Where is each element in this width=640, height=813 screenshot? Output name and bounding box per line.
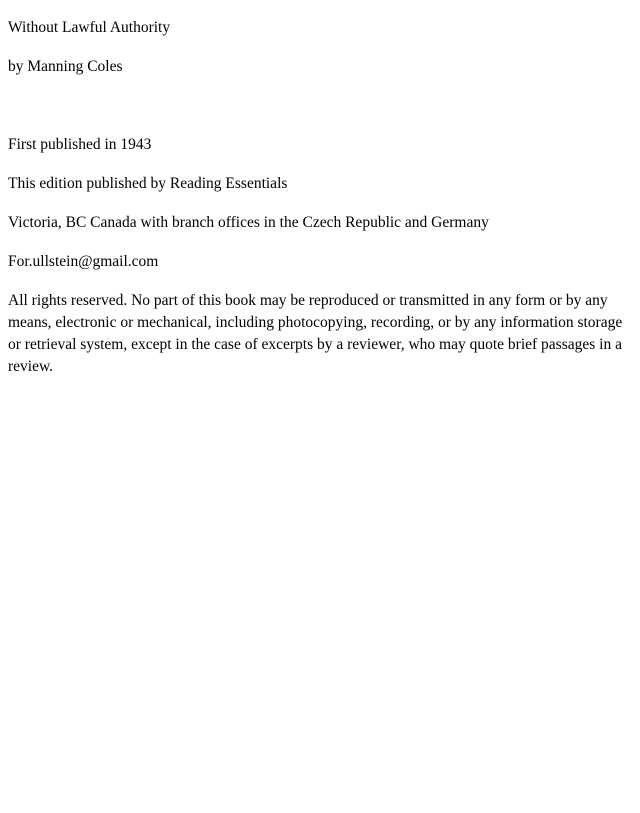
rights-statement: All rights reserved. No part of this book may be reproduced or transmitted in any form or by any means, electronic or mechanical, including photocopying, recording, or by any information storage or retrieval system, except in the case of excerpts by a reviewer, who may quote brief passages in a review.: [8, 292, 623, 375]
first-published-line: First published in 1943: [8, 136, 152, 153]
publisher-location: Victoria, BC Canada with branch offices in the Czech Republic and Germany: [8, 214, 489, 231]
copyright-page: [8, 0, 624, 378]
contact-email: For.ullstein@gmail.com: [8, 253, 159, 270]
edition-line: This edition published by Reading Essentials: [8, 175, 288, 192]
book-title: Without Lawful Authority: [8, 19, 171, 36]
book-author: by Manning Coles: [8, 58, 123, 75]
